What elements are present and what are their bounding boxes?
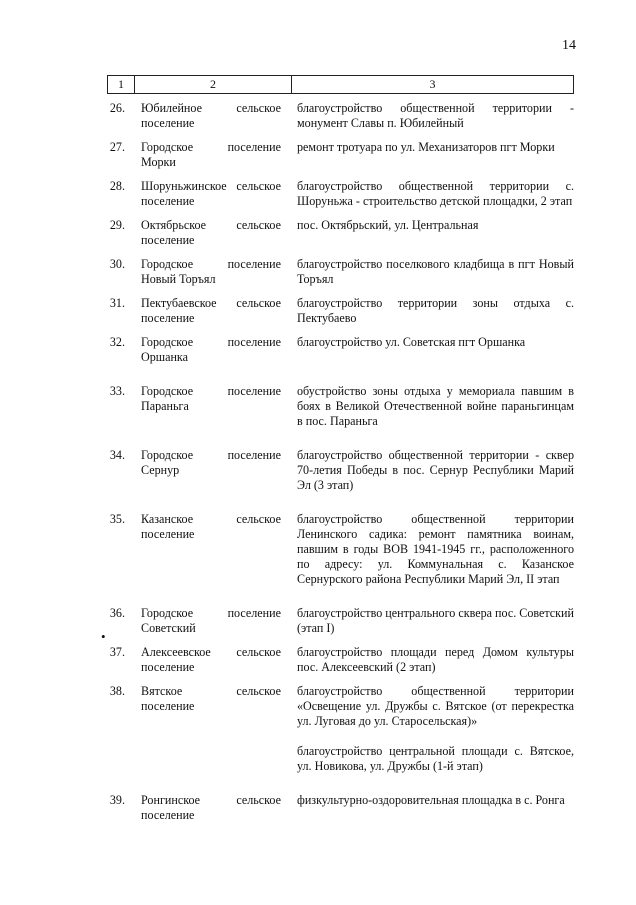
row-number: 38. xyxy=(109,684,125,698)
page-number: 14 xyxy=(562,38,576,53)
table-row xyxy=(107,326,574,365)
table-row xyxy=(107,287,574,326)
table-row xyxy=(107,170,574,209)
project-description: благоустройство общественной территории с. Шоруньжа - строительство детской площадки, 2 этап xyxy=(297,179,574,208)
row-number: 33. xyxy=(109,384,125,398)
row-number: 35. xyxy=(109,512,125,526)
table-row xyxy=(107,774,574,823)
row-number: 30. xyxy=(109,257,125,271)
row-number: 29. xyxy=(109,218,125,232)
settlement-name: Городское поселение Оршанка xyxy=(141,335,281,364)
table-row xyxy=(107,209,574,248)
table-row xyxy=(107,248,574,287)
settlement-name: Юбилейное сельское поселение xyxy=(141,101,281,130)
project-description: физкультурно-оздоровительная площадка в с. Ронга xyxy=(297,793,565,807)
settlement-name: Вятское сельское поселение xyxy=(141,684,281,713)
settlement-name: Городское поселение Сернур xyxy=(141,448,281,477)
project-description: благоустройство общественной территории - монумент Славы п. Юбилейный xyxy=(297,101,574,130)
row-number: 26. xyxy=(109,101,125,115)
project-description: благоустройство ул. Советская пгт Оршанка xyxy=(297,335,526,349)
settlement-name: Городское поселение Советский xyxy=(141,606,281,635)
row-number: 31. xyxy=(109,296,125,310)
table-row xyxy=(107,675,574,774)
settlement-name: Алексеевское сельское поселение xyxy=(141,645,281,674)
document-table xyxy=(107,75,574,823)
settlement-name: Октябрьское сельское поселение xyxy=(141,218,281,247)
settlement-name: Ронгинское сельское поселение xyxy=(141,793,281,822)
table-row xyxy=(107,365,574,429)
table-row xyxy=(107,636,574,675)
project-description: благоустройство поселкового кладбища в пгт Новый Торъял xyxy=(297,257,574,286)
row-number: 27. xyxy=(109,140,125,154)
header-col-1: 1 xyxy=(107,76,134,93)
settlement-name: Казанское сельское поселение xyxy=(141,512,281,541)
settlement-name: Городское поселение Морки xyxy=(141,140,281,169)
settlement-name: Пектубаевское сельское поселение xyxy=(141,296,281,325)
table-row xyxy=(107,587,574,636)
header-col-2: 2 xyxy=(134,76,291,93)
header-col-3: 3 xyxy=(291,76,574,93)
table-row xyxy=(107,429,574,493)
margin-mark: • xyxy=(101,629,106,644)
project-description: благоустройство общественной территории - сквер 70-летия Победы в пос. Сернур Республики Марий Эл (3 этап) xyxy=(297,448,574,492)
row-number: 37. xyxy=(109,645,125,659)
project-description: обустройство зоны отдыха у мемориала павшим в боях в Великой Отечественной войне параньгинцам в пос. Параньга xyxy=(297,384,574,428)
project-description: благоустройство территории зоны отдыха с. Пектубаево xyxy=(297,296,574,325)
row-number: 34. xyxy=(109,448,125,462)
row-number: 32. xyxy=(109,335,125,349)
settlement-name: Шоруньжинское сельское поселение xyxy=(141,179,281,208)
project-description: благоустройство центрального сквера пос. Советский (этап I) xyxy=(297,606,574,635)
project-description: благоустройство общественной территории «Освещение ул. Дружбы с. Вятское (от перекрестка ул. Луговая до ул. Старосельская)» благоустройство центральной площади с. Вятское, ул. Новикова, ул. Дружбы (1-й этап) xyxy=(297,684,574,773)
row-number: 36. xyxy=(109,606,125,620)
row-number: 39. xyxy=(109,793,125,807)
table-header xyxy=(107,75,574,94)
project-description: благоустройство площади перед Домом культуры пос. Алексеевский (2 этап) xyxy=(297,645,574,674)
table-row xyxy=(107,94,574,131)
table-row xyxy=(107,493,574,587)
project-description: ремонт тротуара по ул. Механизаторов пгт Морки xyxy=(297,140,555,154)
settlement-name: Городское поселение Параньга xyxy=(141,384,281,413)
settlement-name: Городское поселение Новый Торъял xyxy=(141,257,281,286)
project-description: пос. Октябрьский, ул. Центральная xyxy=(297,218,479,232)
project-description: благоустройство общественной территории Ленинского садика: ремонт памятника воинам, павшим в годы ВОВ 1941-1945 гг., расположенного по адресу: ул. Коммунальная с. Казанское Сернурского района Республики Марий Эл, II этап xyxy=(297,512,574,586)
row-number: 28. xyxy=(109,179,125,193)
table-row xyxy=(107,131,574,170)
